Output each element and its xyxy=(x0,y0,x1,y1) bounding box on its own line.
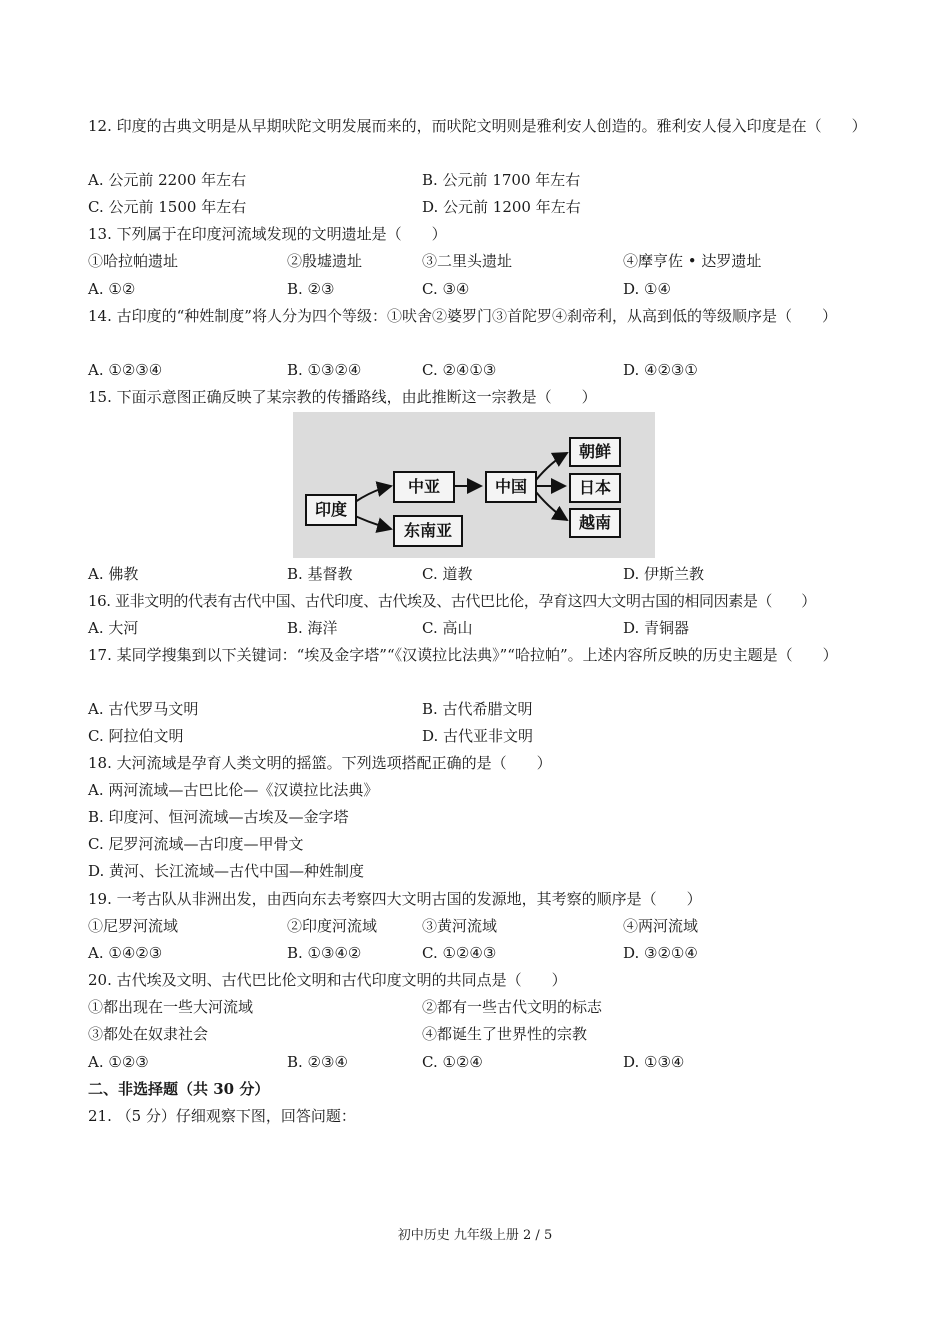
q12-options-row1 xyxy=(88,167,878,194)
node-korea: 朝鲜 xyxy=(569,437,621,467)
q19-item-1: ①尼罗河流域 xyxy=(88,917,179,935)
arrow-india-southeast-asia xyxy=(355,516,391,529)
q17-options-row1 xyxy=(88,696,878,723)
q13-option-a: A. ①② xyxy=(88,280,136,298)
q20-option-b: B. ②③④ xyxy=(287,1053,348,1071)
q19-items xyxy=(88,913,878,940)
q16-option-a: A. 大河 xyxy=(88,619,139,637)
q15-option-b: B. 基督教 xyxy=(287,565,353,583)
q14-option-a: A. ①②③④ xyxy=(88,361,163,379)
q20-item-4: ④都诞生了世界性的宗教 xyxy=(422,1025,588,1043)
arrow-china-korea xyxy=(536,453,567,480)
q13-option-c: C. ③④ xyxy=(422,280,470,298)
q12-option-d: D. 公元前 1200 年左右 xyxy=(422,198,581,216)
q14-option-c: C. ②④①③ xyxy=(422,361,497,379)
q12-option-b: B. 公元前 1700 年左右 xyxy=(422,171,581,189)
q15-option-a: A. 佛教 xyxy=(88,565,139,583)
q13-item-1: ①哈拉帕遗址 xyxy=(88,252,179,270)
q15-option-c: C. 道教 xyxy=(422,565,473,583)
q20-item-3: ③都处在奴隶社会 xyxy=(88,1025,209,1043)
q14-stem: 14. 古印度的“种姓制度”将人分为四个等级：①吠舍②婆罗门③首陀罗④刹帝利，从高到低的等级顺序是（ ） xyxy=(88,307,837,325)
q20-option-c: C. ①②④ xyxy=(422,1053,483,1071)
q20-options xyxy=(88,1049,878,1076)
q12-stem: 12. 印度的古典文明是从早期吠陀文明发展而来的，而吠陀文明则是雅利安人创造的。雅利安人侵入印度是在（ ） xyxy=(88,117,867,135)
q15-options xyxy=(88,561,878,588)
q17-options-row2 xyxy=(88,723,878,750)
q13-item-4: ④摩亨佐 • 达罗遗址 xyxy=(623,252,762,270)
q15-option-d: D. 伊斯兰教 xyxy=(623,565,705,583)
q13-option-b: B. ②③ xyxy=(287,280,335,298)
q16-option-d: D. 青铜器 xyxy=(623,619,690,637)
q19-options xyxy=(88,940,878,967)
q13-item-2: ②殷墟遗址 xyxy=(287,252,363,270)
q14-option-b: B. ①③②④ xyxy=(287,361,362,379)
node-southeast-asia: 东南亚 xyxy=(393,515,463,547)
q18-option-d: D. 黄河、长江流域—古代中国—种姓制度 xyxy=(88,862,365,880)
section-heading: 二、非选择题（共 30 分） xyxy=(88,1080,270,1098)
q19-option-b: B. ①③④② xyxy=(287,944,362,962)
arrow-india-central-asia xyxy=(355,486,391,502)
node-japan: 日本 xyxy=(569,473,621,503)
q20-option-a: A. ①②③ xyxy=(88,1053,149,1071)
q13-stem: 13. 下列属于在印度河流域发现的文明遗址是（ ） xyxy=(88,225,447,243)
arrow-china-vietnam xyxy=(536,492,567,520)
religion-spread-diagram xyxy=(293,412,655,558)
q18-option-b: B. 印度河、恒河流域—古埃及—金字塔 xyxy=(88,808,349,826)
q20-option-d: D. ①③④ xyxy=(623,1053,685,1071)
q16-options xyxy=(88,615,878,642)
q20-stem: 20. 古代埃及文明、古代巴比伦文明和古代印度文明的共同点是（ ） xyxy=(88,971,567,989)
q13-item-3: ③二里头遗址 xyxy=(422,252,513,270)
node-india: 印度 xyxy=(305,494,357,526)
q19-option-a: A. ①④②③ xyxy=(88,944,163,962)
q19-item-2: ②印度河流域 xyxy=(287,917,378,935)
q15-stem: 15. 下面示意图正确反映了某宗教的传播路线，由此推断这一宗教是（ ） xyxy=(88,388,597,406)
q20-item-2: ②都有一些古代文明的标志 xyxy=(422,998,603,1016)
node-vietnam: 越南 xyxy=(569,508,621,538)
q14-option-d: D. ④②③① xyxy=(623,361,698,379)
q19-item-3: ③黄河流域 xyxy=(422,917,498,935)
q21-stem: 21. （5 分）仔细观察下图，回答问题： xyxy=(88,1107,356,1125)
q18-option-a: A. 两河流域—古巴比伦—《汉谟拉比法典》 xyxy=(88,781,379,799)
q17-option-c: C. 阿拉伯文明 xyxy=(88,727,184,745)
q13-items xyxy=(88,248,878,275)
q16-option-b: B. 海洋 xyxy=(287,619,338,637)
q17-stem: 17. 某同学搜集到以下关键词：“埃及金字塔”“《汉谟拉比法典》”“哈拉帕”。上述内容所反映的历史主题是（ ） xyxy=(88,646,838,664)
q20-item-1: ①都出现在一些大河流域 xyxy=(88,998,254,1016)
q19-item-4: ④两河流域 xyxy=(623,917,699,935)
q12-options-row2 xyxy=(88,194,878,221)
q19-option-c: C. ①②④③ xyxy=(422,944,497,962)
q12-option-a: A. 公元前 2200 年左右 xyxy=(88,171,247,189)
q12-option-c: C. 公元前 1500 年左右 xyxy=(88,198,247,216)
node-central-asia: 中亚 xyxy=(393,471,455,503)
q13-options xyxy=(88,276,878,303)
q19-stem: 19. 一考古队从非洲出发，由西向东去考察四大文明古国的发源地，其考察的顺序是（ ） xyxy=(88,890,702,908)
q17-option-b: B. 古代希腊文明 xyxy=(422,700,533,718)
q18-stem: 18. 大河流域是孕育人类文明的摇篮。下列选项搭配正确的是（ ） xyxy=(88,754,552,772)
q16-option-c: C. 高山 xyxy=(422,619,473,637)
q20-items-row1 xyxy=(88,994,878,1021)
q18-option-c: C. 尼罗河流域—古印度—甲骨文 xyxy=(88,835,304,853)
node-china: 中国 xyxy=(485,471,537,503)
q17-option-d: D. 古代亚非文明 xyxy=(422,727,534,745)
page-footer: 初中历史 九年级上册 2 / 5 xyxy=(397,1228,553,1243)
q19-option-d: D. ③②①④ xyxy=(623,944,698,962)
q13-option-d: D. ①④ xyxy=(623,280,671,298)
q14-options xyxy=(88,357,878,384)
q16-stem: 16. 亚非文明的代表有古代中国、古代印度、古代埃及、古代巴比伦，孕育这四大文明古国的相同因素是（ ） xyxy=(88,592,816,610)
q17-option-a: A. 古代罗马文明 xyxy=(88,700,199,718)
q20-items-row2 xyxy=(88,1021,878,1048)
